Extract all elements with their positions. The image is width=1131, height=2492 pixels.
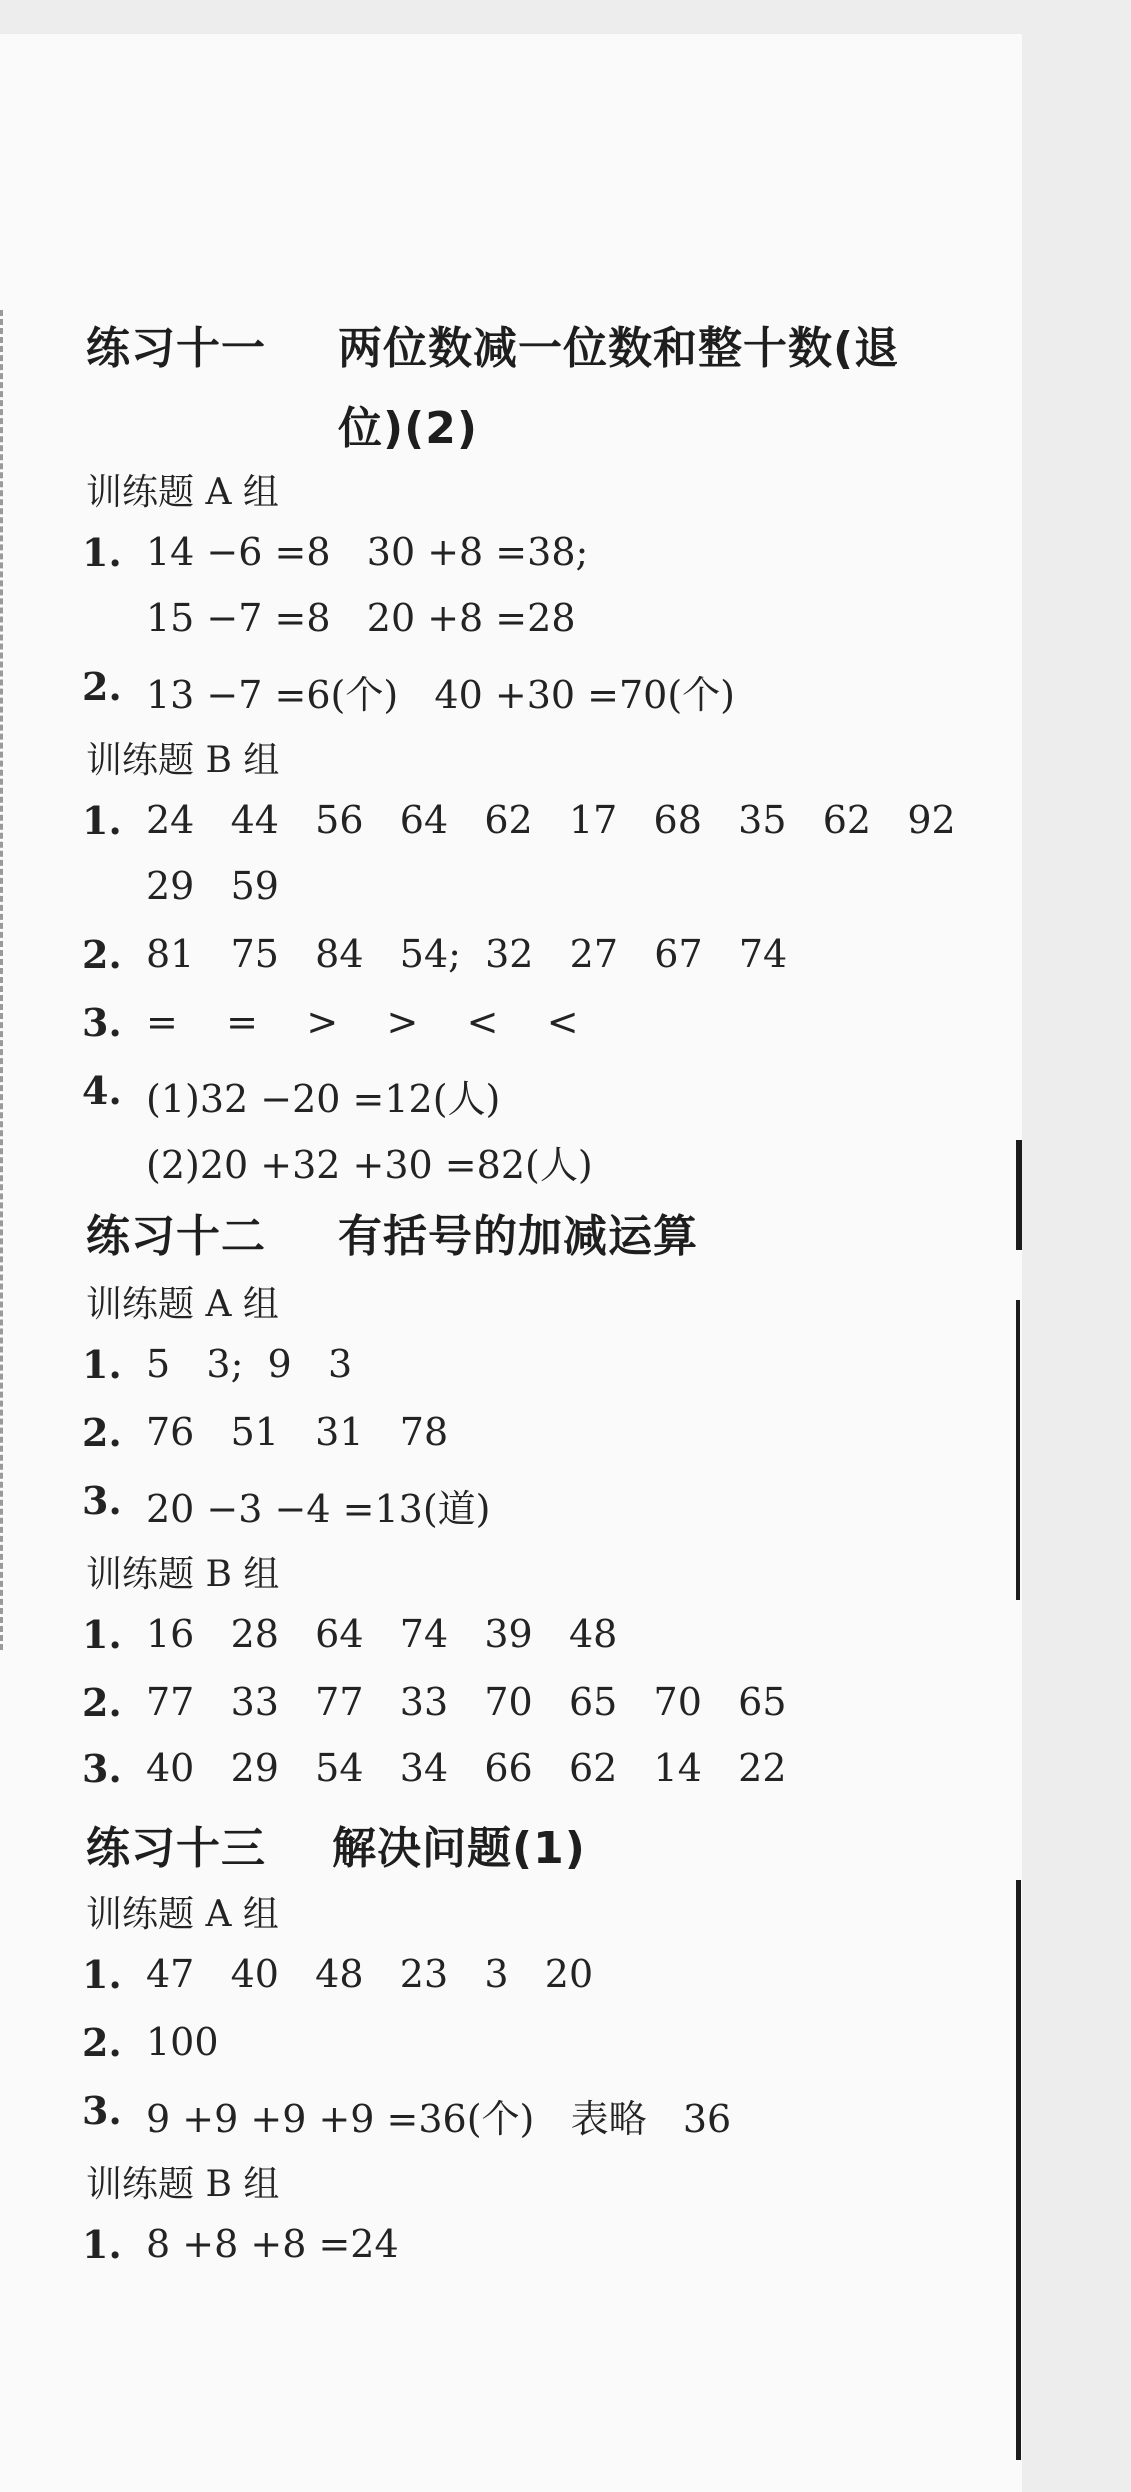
answer-line: 14 −6 =8 30 +8 =38; [146, 530, 589, 574]
answer-line: 5 3; 9 3 [146, 1342, 353, 1386]
section-title: 解决问题(1) [332, 1823, 586, 1874]
group-label: 训练题 B 组 [86, 1554, 280, 1595]
item-number: 1. [82, 1952, 122, 1997]
answer-line: 76 51 31 78 [146, 1410, 449, 1454]
answer-line: 20 −3 −4 =13(道) [146, 1487, 491, 1531]
item-number: 1. [82, 1612, 122, 1657]
answer-line: 8 +8 +8 =24 [146, 2222, 399, 2266]
item-number: 3. [82, 1478, 122, 1523]
scan-edge-shadow [1016, 1300, 1020, 1600]
answer-line: 77 33 77 33 70 65 70 65 [146, 1680, 787, 1724]
section-title: 有括号的加减运算 [338, 1211, 698, 1262]
answer-line: 16 28 64 74 39 48 [146, 1612, 618, 1656]
group-label: 训练题 A 组 [86, 472, 279, 513]
item-number: 4. [82, 1068, 122, 1113]
item-number: 2. [82, 2020, 122, 2065]
group-label: 训练题 B 组 [86, 2164, 280, 2205]
item-number: 2. [82, 1680, 122, 1725]
item-number: 1. [82, 1342, 122, 1387]
section-number: 练习十三 [86, 1823, 266, 1874]
answer-line: 100 [146, 2020, 219, 2064]
item-number: 3. [82, 2088, 122, 2133]
item-number: 2. [82, 1410, 122, 1455]
answer-line: 24 44 56 64 62 17 68 35 62 92 [146, 798, 956, 842]
section-number: 练习十一 [86, 323, 266, 374]
item-number: 3. [82, 1746, 122, 1791]
scan-edge-shadow [1016, 1880, 1021, 2460]
answer-line: 9 +9 +9 +9 =36(个) 表略 36 [146, 2097, 732, 2141]
answer-line: = = > > < < [146, 1000, 579, 1044]
section-title-continued: 位)(2) [338, 403, 478, 454]
answer-line: 29 59 [146, 864, 279, 908]
scan-edge-shadow [1016, 1140, 1022, 1250]
item-number: 1. [82, 2222, 122, 2267]
section-number: 练习十二 [86, 1211, 266, 1262]
item-number: 2. [82, 664, 122, 709]
item-number: 3. [82, 1000, 122, 1045]
group-label: 训练题 A 组 [86, 1284, 279, 1325]
item-number: 1. [82, 530, 122, 575]
group-label: 训练题 A 组 [86, 1894, 279, 1935]
answer-line: 40 29 54 34 66 62 14 22 [146, 1746, 787, 1790]
fold-dashed-line [0, 310, 3, 1650]
item-number: 2. [82, 932, 122, 977]
answer-line: 47 40 48 23 3 20 [146, 1952, 594, 1996]
group-label: 训练题 B 组 [86, 740, 280, 781]
answer-line: 13 −7 =6(个) 40 +30 =70(个) [146, 673, 735, 717]
section-title: 两位数减一位数和整十数(退 [338, 323, 900, 374]
item-number: 1. [82, 798, 122, 843]
answer-line: (1)32 −20 =12(人) [146, 1077, 501, 1121]
answer-line: 15 −7 =8 20 +8 =28 [146, 596, 576, 640]
answer-line: 81 75 84 54; 32 27 67 74 [146, 932, 788, 976]
answer-line: (2)20 +32 +30 =82(人) [146, 1143, 593, 1187]
